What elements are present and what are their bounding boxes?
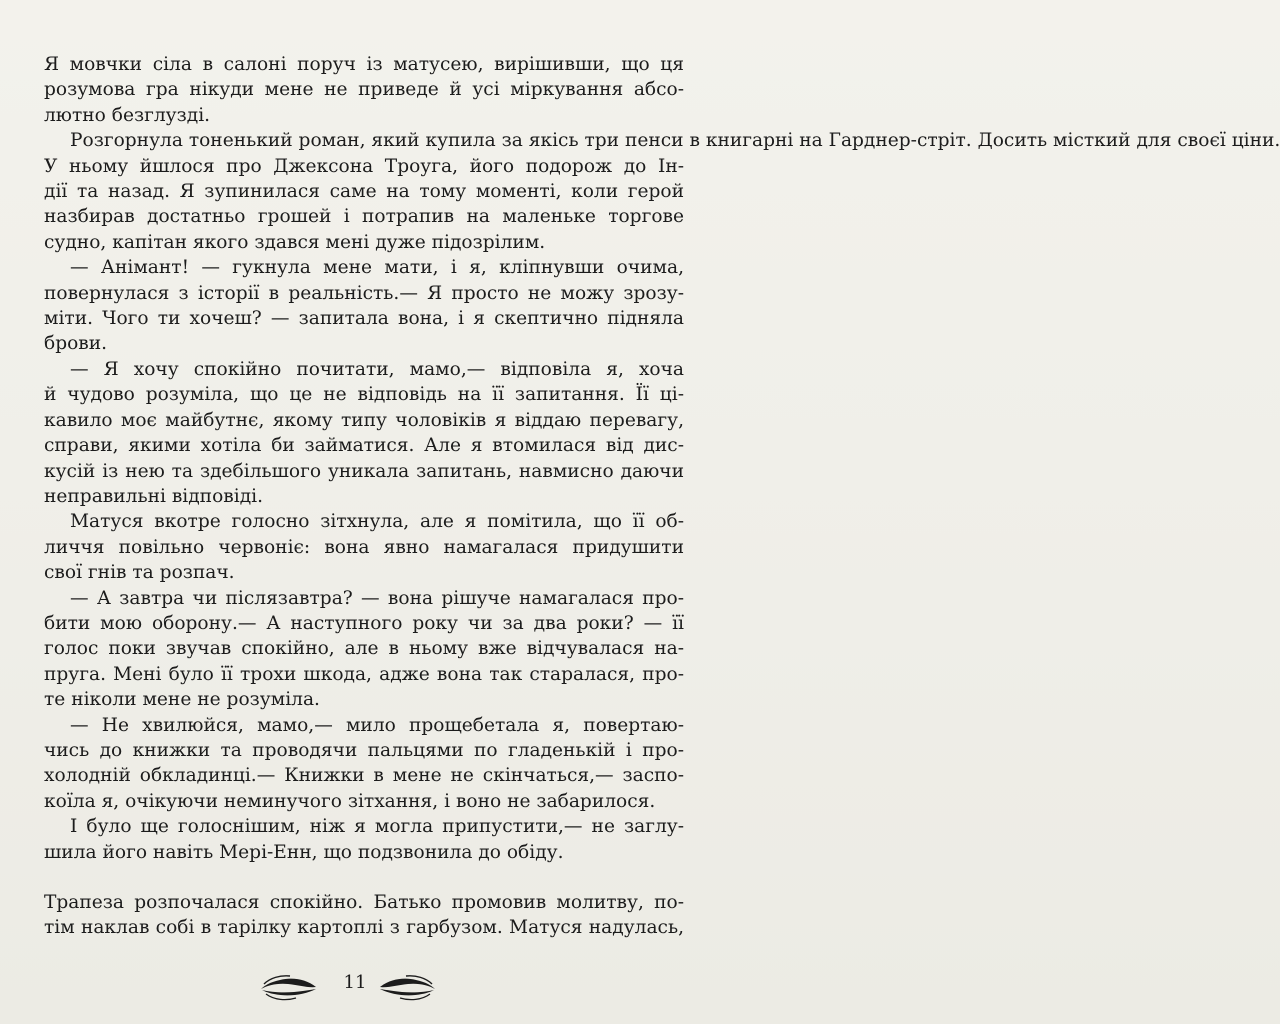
text-line: повернулася з історії в реальність.— Я просто не можу зрозу- — [44, 282, 684, 304]
text-line: пруга. Мені було її трохи шкода, адже вона так старалася, про- — [44, 663, 684, 685]
text-line: Я мовчки сіла в салоні поруч із матусею, вирішивши, що ця — [44, 54, 684, 75]
text-line: справи, якими хотіла би займатися. Але я втомилася від дис- — [44, 435, 684, 457]
text-line: коїла я, очікуючи неминучого зітхання, і воно не забарилося. — [44, 790, 656, 812]
text-line: те ніколи мене не розуміла. — [44, 689, 320, 711]
text-line: неправильні відповіді. — [44, 485, 263, 507]
text-line: назбирав достатньо грошей і потрапив на маленьке торгове — [44, 206, 684, 228]
text-line: У ньому йшлося про Джексона Троуга, його подорож до Ін- — [44, 155, 684, 177]
text-line: міти. Чого ти хочеш? — запитала вона, і я скептично підняла — [44, 308, 684, 330]
text-line: — Не хвилюйся, мамо,— мило прощебетала я, повертаю- — [70, 714, 684, 736]
text-line: кусій із нею та здебільшого уникала запитань, навмисно даючи — [44, 460, 684, 482]
text-line: розумова гра нікуди мене не приведе й усі міркування абсо- — [44, 79, 684, 101]
text-line: кавило моє майбутнє, якому типу чоловіків я віддаю перевагу, — [44, 409, 684, 431]
page-footer — [0, 968, 718, 1008]
text-line: Трапеза розпочалася спокійно. Батько промовив молитву, по- — [44, 892, 684, 913]
text-line: Розгорнула тоненький роман, який купила за якісь три пенси в книгарні на Гарднер-стріт. Досить місткий для своєї ціни. — [70, 130, 1280, 152]
flourish-right-icon — [376, 970, 438, 1004]
text-line: тім наклав собі в тарілку картоплі з гарбузом. Матуся надулась, — [44, 917, 684, 939]
paragraph-gap — [44, 865, 684, 890]
text-line: — Анімант! — гукнула мене мати, і я, кліпнувши очима, — [70, 257, 684, 279]
text-line: дії та назад. Я зупинилася саме на тому моменті, коли герой — [44, 181, 684, 203]
text-line: свої гнів та розпач. — [44, 562, 235, 584]
flourish-left-icon — [258, 970, 320, 1004]
text-line: — Я хочу спокійно почитати, мамо,— відповіла я, хоча — [70, 358, 684, 380]
text-line: шила його навіть Мері-Енн, що подзвонила до обіду. — [44, 841, 564, 863]
text-line: — А завтра чи післязавтра? — вона рішуче намагалася про- — [70, 587, 684, 609]
text-line: І було ще голоснішим, ніж я могла припустити,— не заглу- — [70, 816, 684, 838]
text-line: чись до книжки та проводячи пальцями по гладенькій і про- — [44, 739, 684, 761]
text-line: Матуся вкотре голосно зітхнула, але я помітила, що її об- — [70, 511, 684, 533]
text-line: голос поки звучав спокійно, але в ньому вже відчувалася на- — [44, 638, 684, 660]
text-line: личчя повільно червоніє: вона явно намагалася придушити — [44, 536, 684, 558]
text-line: й чудово розуміла, що це не відповідь на її запитання. Її ці- — [44, 384, 684, 406]
text-line: брови. — [44, 333, 108, 355]
page-number: 11 — [343, 972, 367, 993]
text-line: лютно безглузді. — [44, 104, 211, 126]
body-text — [44, 52, 1280, 941]
text-line: бити мою оборону.— А наступного року чи за два роки? — її — [44, 612, 684, 634]
text-line: холодній обкладинці.— Книжки в мене не скінчаться,— заспо- — [44, 765, 684, 787]
text-line: судно, капітан якого здався мені дуже підозрілим. — [44, 231, 546, 253]
